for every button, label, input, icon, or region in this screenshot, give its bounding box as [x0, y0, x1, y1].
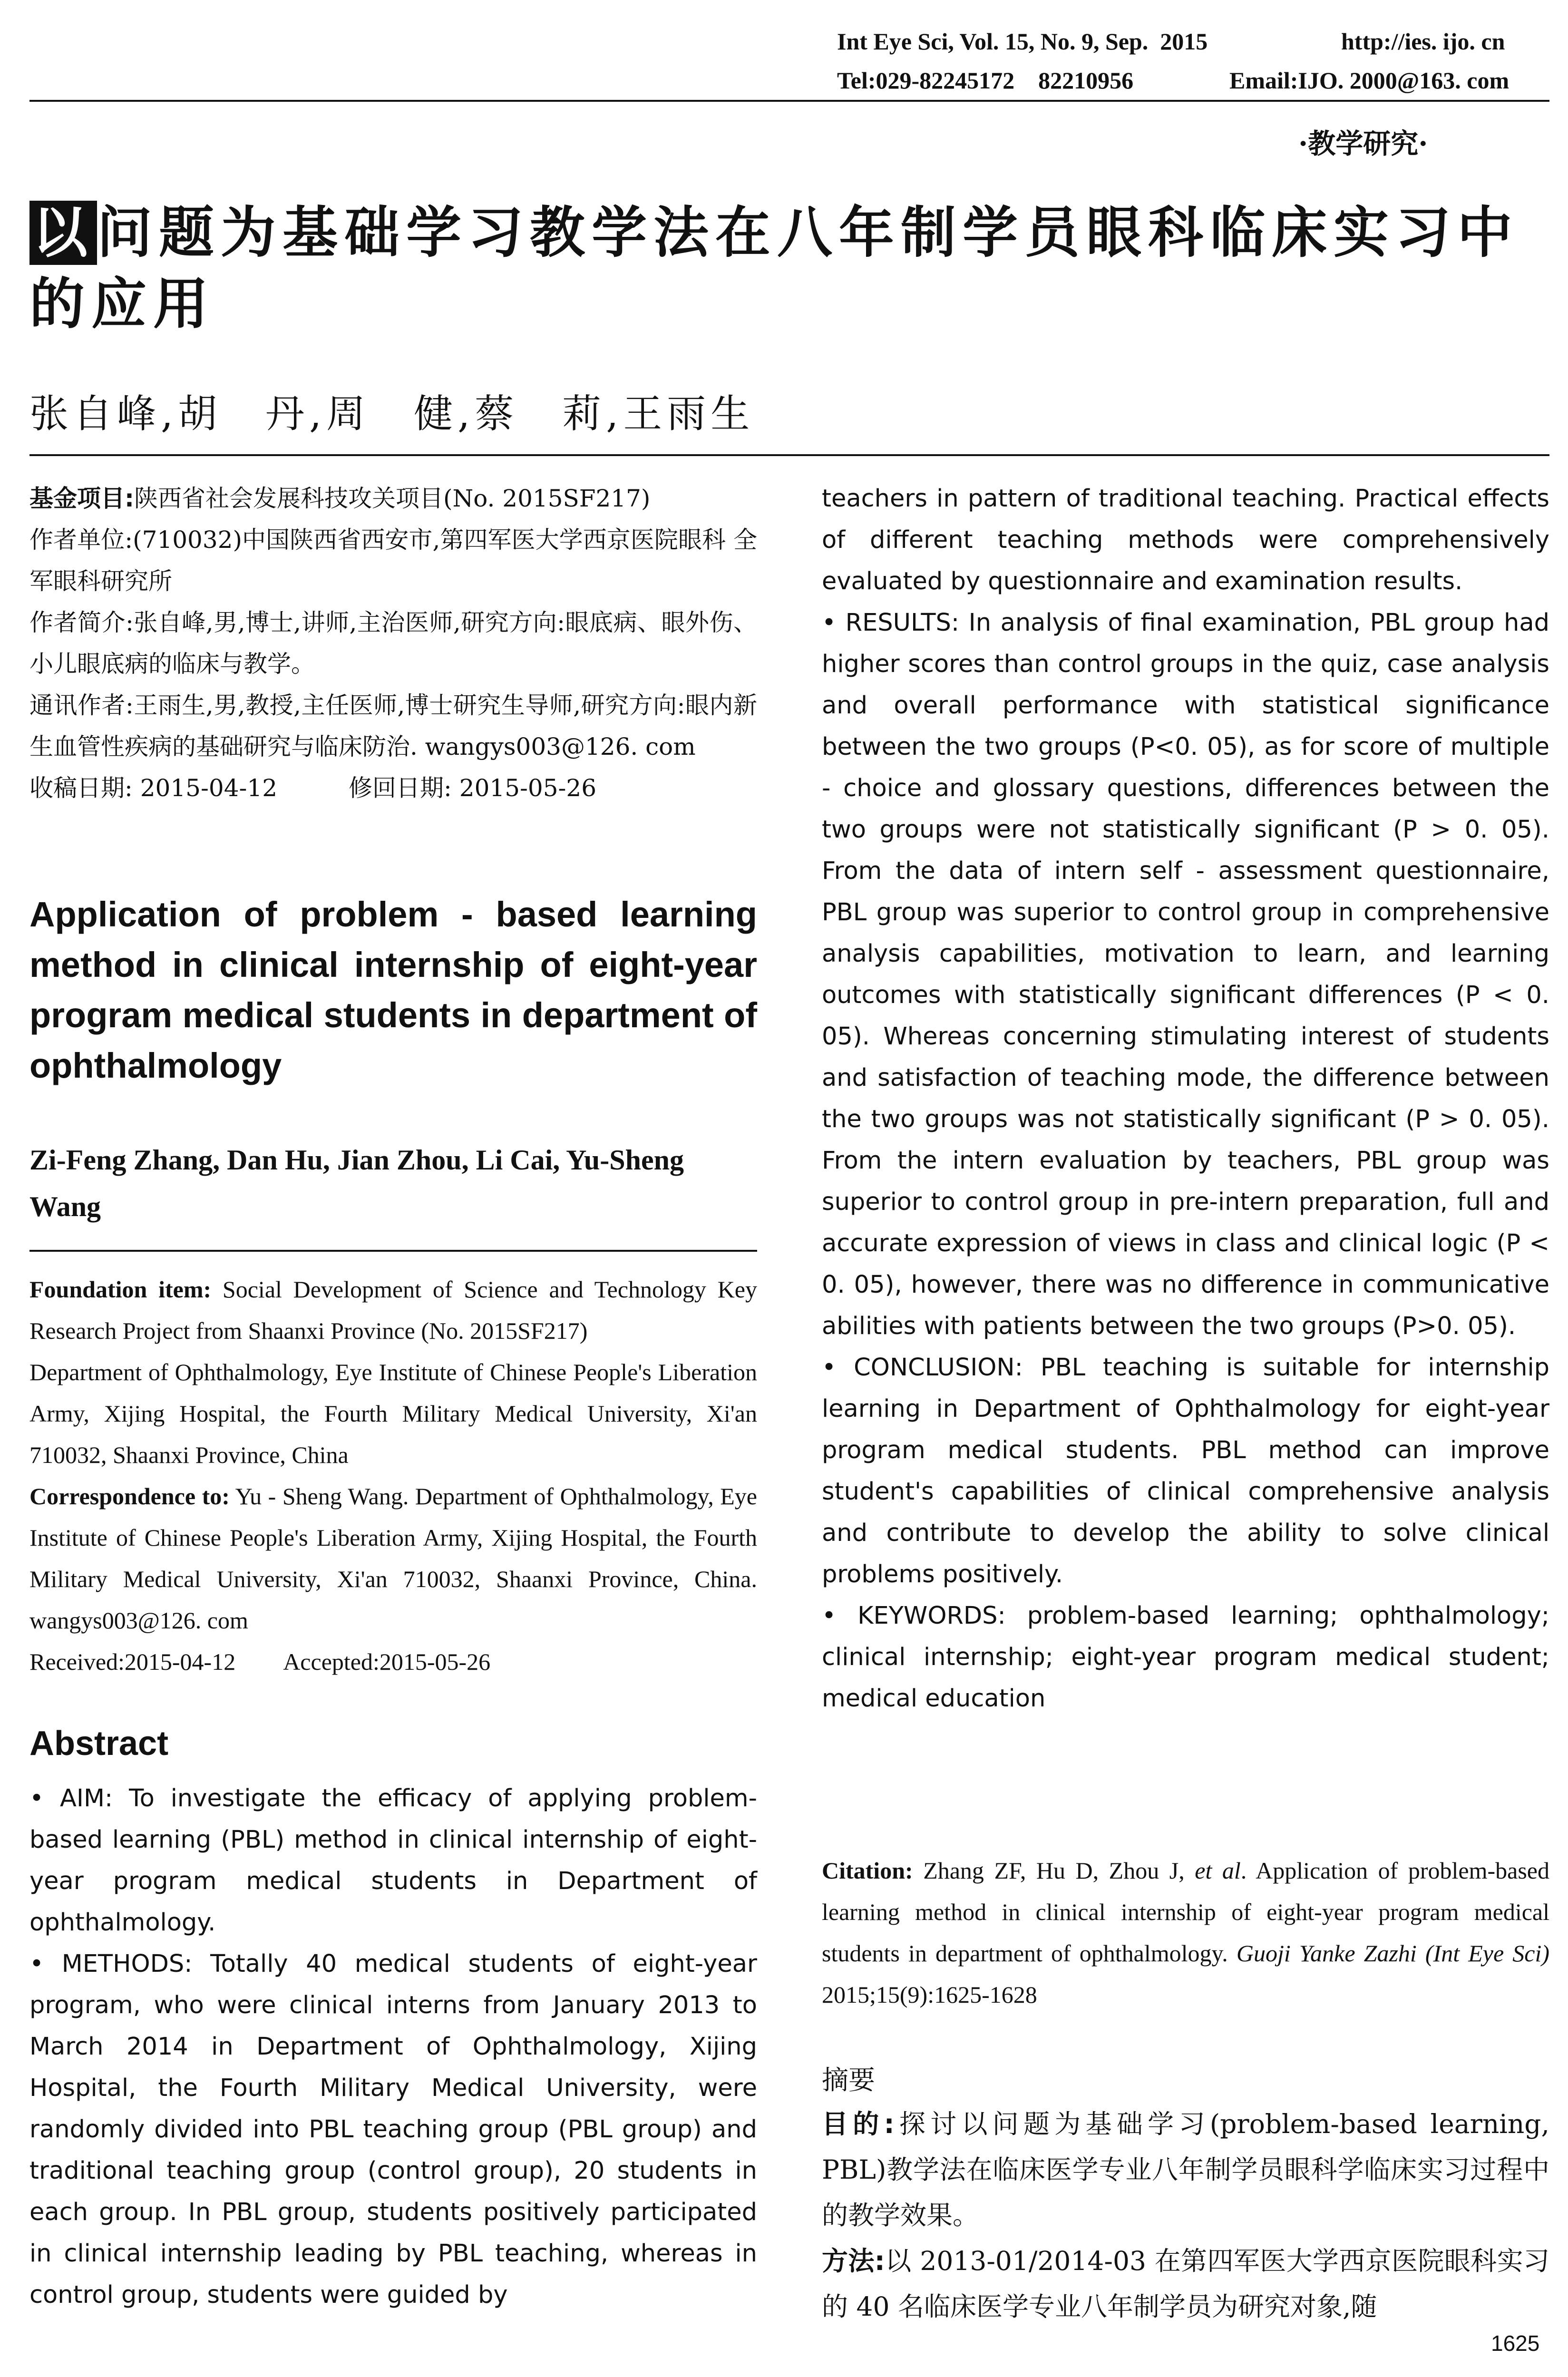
fund-cn: [29, 478, 757, 519]
abstract-cn-methods: [822, 2238, 1549, 2329]
department-en: Department of Ophthalmology, Eye Institute of Chinese People's Liberation Army, Xijing Hospital, the Fourth Military Medical University, Xi'an 710032, Shaanxi Province, China: [29, 1359, 757, 1468]
abstract-methods: • METHODS: Totally 40 medical students of eight-year program, who were clinical interns from January 2013 to March 2014 in Department of Ophthalmology, Xijing Hospital, the Fourth Military Medical University, were randomly divided into PBL teaching group (PBL group) and traditional teaching group (control group), 20 students in each group. In PBL group, students positively participated in clinical internship leading by PBL teaching, whereas in control group, students were guided by: [29, 1950, 757, 2309]
page-title: [29, 197, 1551, 340]
citation-etal: et al: [1195, 1857, 1241, 1884]
journal-info: Int Eye Sci, Vol. 15, No. 9, Sep. 2015: [837, 28, 1208, 55]
journal-tel: Tel:029-82245172 82210956: [837, 67, 1134, 94]
corr-en-text: Yu - Sheng Wang. Department of Ophthalmology, Eye Institute of Chinese People's Liberation Army, Xijing Hospital, the Fourth Military Medical University, Xi'an 710032, Shaanxi Province, China. wangys003@126. com: [29, 1483, 757, 1634]
abstract-cn-aim-label: 目的:: [822, 2109, 895, 2139]
corr-cn: 通讯作者:王雨生,男,教授,主任医师,博士研究生导师,研究方向:眼内新生血管性疾病的基础研究与临床防治. wangys003@126. com: [29, 692, 757, 760]
fund-cn-label: 基金项目:: [29, 485, 134, 512]
fund-cn-text: 陕西省社会发展科技攻关项目(No. 2015SF217): [134, 485, 651, 512]
abstract-cn-aim-text: 探讨以问题为基础学习(problem-based learning, PBL)教学法在临床医学专业八年制学员眼科学临床实习过程中的教学效果。: [822, 2109, 1549, 2231]
abstract-cn-methods-label: 方法:: [822, 2246, 885, 2276]
foundation-en: [29, 1269, 757, 1352]
foundation-en-label: Foundation item:: [29, 1276, 212, 1303]
authors-cn: 张自峰,胡 丹,周 健,蔡 莉,王雨生: [29, 391, 755, 437]
journal-email[interactable]: Email:IJO. 2000@163. com: [1229, 67, 1510, 94]
citation-part2: . Application of problem-based learning method in clinical internship of eight-year program medical students in department of ophthalmology.: [822, 1857, 1549, 1967]
abstract-cn-methods-text: 以 2013-01/2014-03 在第四军医大学西京医院眼科实习的 40 名临床医学专业八年制学员为研究对象,随: [822, 2246, 1550, 2322]
header-rule: [29, 100, 1549, 102]
authors-en: Zi-Feng Zhang, Dan Hu, Jian Zhou, Li Cai, Yu-Sheng Wang: [29, 1144, 684, 1222]
citation-label: Citation:: [822, 1857, 913, 1884]
abstract-cn-heading: 摘要: [822, 2065, 875, 2096]
abstract-left: [29, 1778, 757, 2316]
title-first-char: 以: [29, 201, 97, 265]
abstract-heading: Abstract: [29, 1724, 169, 1763]
title-rest: 问题为基础学习教学法在八年制学员眼科临床实习中的应用: [29, 201, 1519, 336]
abstract-cn-aim: [822, 2101, 1549, 2238]
citation-part3: 2015;15(9):1625-1628: [822, 1981, 1037, 2008]
authors-en-rule: [29, 1250, 757, 1252]
info-cn: [29, 478, 757, 809]
citation-journal: Guoji Yanke Zazhi (Int Eye Sci): [1236, 1940, 1549, 1967]
received-en: Received:2015-04-12 Accepted:2015-05-26: [29, 1648, 491, 1675]
citation: [822, 1850, 1549, 2016]
foundation-en-text: Social Development of Science and Technology Key Research Project from Shaanxi Province (No. 2015SF217): [29, 1276, 757, 1344]
abstract-keywords: • KEYWORDS: problem-based learning; ophthalmology; clinical internship; eight-year program medical student; medical education: [822, 1602, 1549, 1713]
abstract-conclusion: • CONCLUSION: PBL teaching is suitable for internship learning in Department of Ophthalmology for eight-year program medical students. PBL method can improve student's capabilities of clinical comprehensive analysis and contribute to develop the ability to solve clinical problems positively.: [822, 1354, 1549, 1588]
unit-cn: 作者单位:(710032)中国陕西省西安市,第四军医大学西京医院眼科 全军眼科研究所: [29, 526, 757, 595]
abstract-cn: [822, 2101, 1549, 2329]
title-en: Application of problem - based learning method in clinical internship of eight-year program medical students in department of ophthalmology: [29, 895, 757, 1085]
authors-rule: [29, 454, 1549, 456]
bio-cn: 作者简介:张自峰,男,博士,讲师,主治医师,研究方向:眼底病、眼外伤、小儿眼底病的临床与教学。: [29, 609, 757, 678]
citation-part1: Zhang ZF, Hu D, Zhou J,: [913, 1857, 1195, 1884]
page-number: 1625: [1491, 2331, 1540, 2356]
info-en: [29, 1269, 757, 1683]
journal-website[interactable]: http://ies. ijo. cn: [1341, 28, 1505, 55]
abstract-results: • RESULTS: In analysis of final examination, PBL group had higher scores than control groups in the quiz, case analysis and overall performance with statistical significance between the two groups (P<0. 05), as for score of multiple - choice and glossary questions, differences between the two groups were not statistically significant (P > 0. 05). From the data of intern self - assessment questionnaire, PBL group was superior to control group in comprehensive analysis capabilities, motivation to learn, and learning outcomes with statistically significant differences (P < 0. 05). Whereas concerning stimulating interest of students and satisfaction of teaching mode, the difference between the two groups was not statistically significant (P > 0. 05). From the intern evaluation by teachers, PBL group was superior to control group in pre-intern preparation, full and accurate expression of views in class and clinical logic (P < 0. 05), however, there was no difference in communicative abilities with patients between the two groups (P>0. 05).: [822, 609, 1549, 1340]
section-tag: ·教学研究·: [1298, 127, 1428, 160]
dates-cn: 收稿日期: 2015-04-12 修回日期: 2015-05-26: [29, 774, 597, 802]
citation-text: [822, 1850, 1549, 2016]
abstract-right: [822, 478, 1549, 1719]
abstract-methods-cont: teachers in pattern of traditional teaching. Practical effects of different teaching methods were comprehensively evaluated by questionnaire and examination results.: [822, 485, 1549, 595]
abstract-aim: • AIM: To investigate the efficacy of applying problem-based learning (PBL) method in clinical internship of eight-year program medical students in Department of ophthalmology.: [29, 1784, 757, 1937]
corr-en: [29, 1476, 757, 1641]
corr-en-label: Correspondence to:: [29, 1483, 230, 1510]
